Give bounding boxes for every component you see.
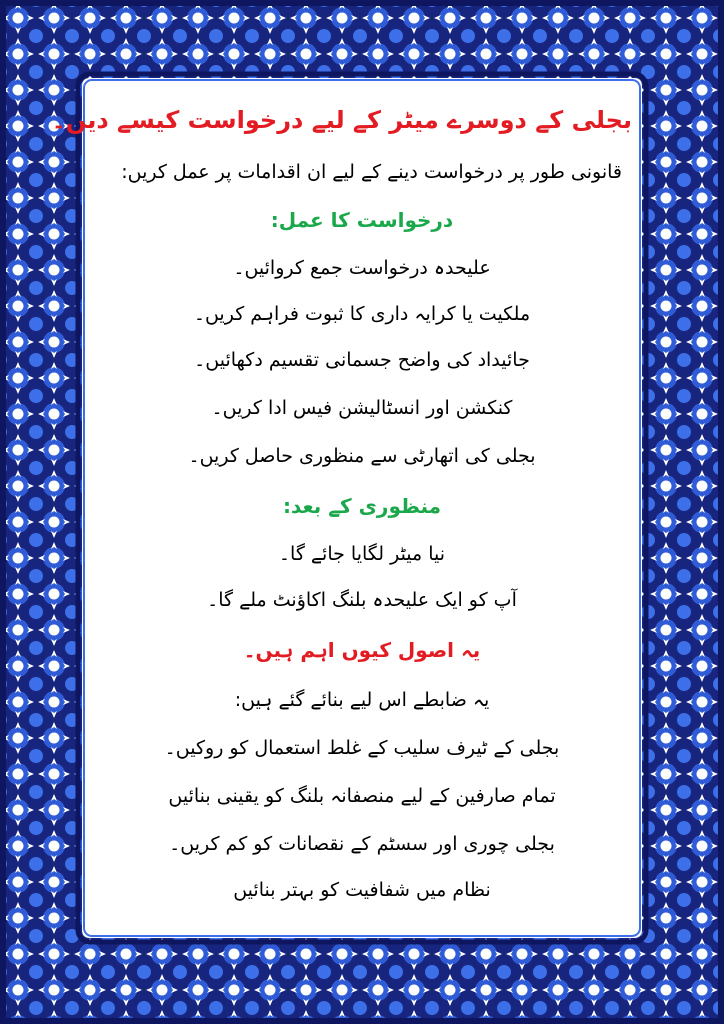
process-step: بجلی کی اتھارٹی سے منظوری حاصل کریں۔ xyxy=(188,445,536,467)
process-step: علیحدہ درخواست جمع کروائیں۔ xyxy=(233,257,491,279)
why-intro: یہ ضابطے اس لیے بنائے گئے ہیں: xyxy=(234,689,490,711)
after-item: نیا میٹر لگایا جائے گا۔ xyxy=(278,543,446,565)
process-step: کنکشن اور انسٹالیشن فیس ادا کریں۔ xyxy=(211,397,513,419)
after-item: آپ کو ایک علیحدہ بلنگ اکاؤنٹ ملے گا۔ xyxy=(207,589,517,611)
process-step: جائیداد کی واضح جسمانی تقسیم دکھائیں۔ xyxy=(194,349,530,371)
process-heading: درخواست کا عمل: xyxy=(270,208,454,232)
process-step: ملکیت یا کرایہ داری کا ثبوت فراہم کریں۔ xyxy=(193,303,531,325)
why-item: بجلی کے ٹیرف سلیب کے غلط استعمال کو روکیں۔ xyxy=(164,737,560,759)
notice-body xyxy=(51,95,632,905)
intro-text: قانونی طور پر درخواست دینے کے لیے ان اقدامات پر عمل کریں: xyxy=(121,161,622,183)
why-item: نظام میں شفافیت کو بہتر بنائیں xyxy=(233,879,491,901)
after-heading: منظوری کے بعد: xyxy=(282,494,442,518)
why-item: تمام صارفین کے لیے منصفانہ بلنگ کو یقینی بنائیں xyxy=(168,785,556,807)
why-item: بجلی چوری اور سسٹم کے نقصانات کو کم کریں۔ xyxy=(169,833,555,855)
why-heading: یہ اصول کیوں اہم ہیں۔ xyxy=(243,638,481,662)
page-title: بجلی کے دوسرے میٹر کے لیے درخواست کیسے دیں۔ xyxy=(51,106,632,134)
